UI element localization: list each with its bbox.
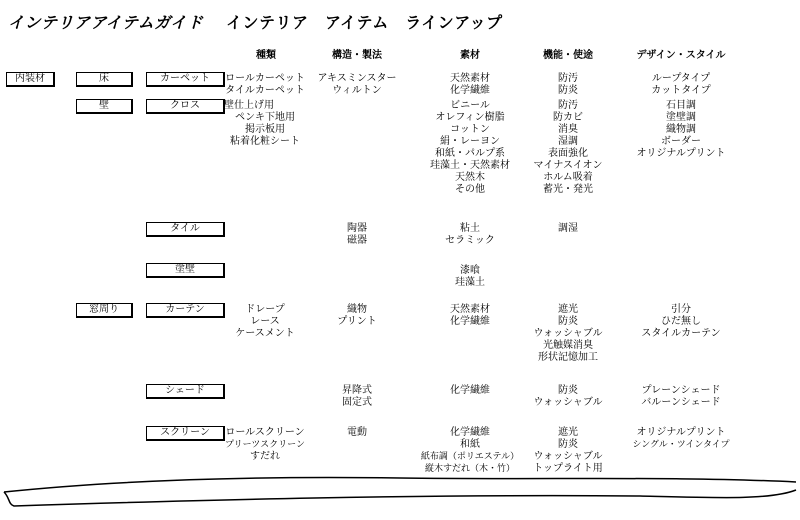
list-item: 防カビ <box>553 112 583 123</box>
list-item: 絹・レーヨン <box>440 136 500 147</box>
list-item: ウォッシャブル <box>533 397 603 408</box>
list-item: 昇降式 <box>342 385 372 396</box>
list-item: ウィルトン <box>332 85 382 96</box>
list-item: 石目調 <box>666 100 696 111</box>
item-screen: スクリーン <box>146 426 225 441</box>
curtain-function <box>525 304 611 364</box>
category-window: 窓周り <box>76 303 133 318</box>
list-item: 防炎 <box>558 316 578 327</box>
cloth-material <box>420 100 520 196</box>
list-item: オリジナルプリント <box>636 427 726 438</box>
header-structure: 構造・製法 <box>332 50 382 61</box>
list-item: 表面強化 <box>548 148 588 159</box>
screen-material <box>420 427 520 475</box>
screen-design <box>625 427 737 451</box>
list-item: 化学繊維 <box>450 85 490 96</box>
subcategory-wall: 壁 <box>76 99 133 114</box>
cloth-type <box>224 100 306 148</box>
list-item: 消臭 <box>558 124 578 135</box>
list-item: ボーダー <box>661 136 701 147</box>
screen-type <box>224 427 306 463</box>
header-type: 種類 <box>256 50 276 61</box>
list-item: プリント <box>337 316 377 327</box>
list-item: バルーンシェード <box>641 397 721 408</box>
list-item: 遮光 <box>558 427 578 438</box>
list-item: ロールスクリーン <box>225 427 305 438</box>
list-item: 調湿 <box>558 223 578 234</box>
carpet-material <box>420 73 520 97</box>
list-item: 固定式 <box>342 397 372 408</box>
list-item: 遮光 <box>558 304 578 315</box>
tile-material <box>420 223 520 247</box>
list-item: オリジナルプリント <box>636 148 726 159</box>
page-title: インテリアアイテムガイド <box>8 13 204 32</box>
carpet-design <box>625 73 737 97</box>
list-item: 形状記憶加工 <box>538 352 598 363</box>
list-item: 天然素材 <box>450 304 490 315</box>
curtain-structure <box>314 304 400 328</box>
list-item: ウォッシャブル <box>533 328 603 339</box>
list-item: 磁器 <box>347 235 367 246</box>
item-shade: シェード <box>146 384 225 399</box>
list-item: レース <box>250 316 280 327</box>
list-item: トップライト用 <box>533 463 603 474</box>
list-item: 防汚 <box>558 100 578 111</box>
list-item: 化学繊維 <box>450 385 490 396</box>
list-item: 防汚 <box>558 73 578 84</box>
list-item: 紙布調（ポリエステル） <box>420 452 520 462</box>
carpet-structure <box>314 73 400 97</box>
header-material: 素材 <box>460 50 480 61</box>
list-item: 湿調 <box>558 136 578 147</box>
list-item: 蓄光・発光 <box>543 184 593 195</box>
list-item: すだれ <box>250 451 280 462</box>
list-item: コットン <box>450 124 490 135</box>
list-item: ケースメント <box>235 328 295 339</box>
list-item: アキスミンスター <box>317 73 397 84</box>
list-item: カットタイプ <box>651 85 711 96</box>
shade-material <box>420 385 520 397</box>
screen-function <box>525 427 611 475</box>
curtain-type <box>224 304 306 340</box>
list-item: セラミック <box>445 235 495 246</box>
curtain-material <box>420 304 520 328</box>
list-item: 天然素材 <box>450 73 490 84</box>
carpet-function <box>525 73 611 97</box>
list-item: 化学繊維 <box>450 316 490 327</box>
header-design: デザイン・スタイル <box>636 50 726 61</box>
list-item: 化学繊維 <box>450 427 490 438</box>
shade-function <box>525 385 611 409</box>
item-plaster: 塗壁 <box>146 263 225 278</box>
tile-structure <box>314 223 400 247</box>
list-item: 塗壁調 <box>666 112 696 123</box>
cloth-function <box>525 100 611 196</box>
list-item: プレーンシェード <box>641 385 721 396</box>
list-item: ロールカーペット <box>225 73 305 84</box>
list-item: 掲示板用 <box>245 124 285 135</box>
list-item: 防炎 <box>558 385 578 396</box>
list-item: その他 <box>455 184 485 195</box>
list-item: 防炎 <box>558 439 578 450</box>
subcategory-floor: 床 <box>76 72 133 87</box>
list-item: ペンキ下地用 <box>235 112 295 123</box>
item-cloth: クロス <box>146 99 225 114</box>
plaster-material <box>420 265 520 289</box>
list-item: 粘着化粧シート <box>230 136 300 147</box>
list-item: ひだ無し <box>661 316 701 327</box>
list-item: 珪藻土・天然素材 <box>430 160 510 171</box>
list-item: 和紙・パルプ系 <box>435 148 505 159</box>
category-interior: 内装材 <box>6 72 55 87</box>
shade-structure <box>314 385 400 409</box>
header-function: 機能・使途 <box>543 50 593 61</box>
list-item: ループタイプ <box>651 73 711 84</box>
list-item: 陶器 <box>347 223 367 234</box>
shade-design <box>625 385 737 409</box>
list-item: 縦木すだれ（木・竹） <box>424 464 515 474</box>
curtain-design <box>625 304 737 340</box>
list-item: 光触媒消臭 <box>543 340 593 351</box>
list-item: 壁仕上げ用 <box>224 100 274 111</box>
carpet-type <box>224 73 306 97</box>
list-item: ウォッシャブル <box>533 451 603 462</box>
list-item: 漆喰 <box>460 265 480 276</box>
list-item: 珪藻土 <box>455 277 485 288</box>
list-item: ホルム吸着 <box>543 172 593 183</box>
list-item: 引分 <box>671 304 691 315</box>
tile-function <box>525 223 611 235</box>
list-item: 防炎 <box>558 85 578 96</box>
list-item: 織物調 <box>666 124 696 135</box>
item-tile: タイル <box>146 222 225 237</box>
list-item: 織物 <box>347 304 367 315</box>
list-item: ドレープ <box>245 304 285 315</box>
list-item: プリーツスクリーン <box>225 440 305 450</box>
item-carpet: カーペット <box>146 72 225 87</box>
list-item: タイルカーペット <box>225 85 305 96</box>
list-item: 和紙 <box>460 439 480 450</box>
list-item: シングル・ツインタイプ <box>632 440 730 450</box>
item-curtain: カーテン <box>146 303 225 318</box>
page-subtitle: インテリア アイテム ラインアップ <box>226 13 503 32</box>
torn-page-edge <box>0 470 800 520</box>
cloth-design <box>625 100 737 160</box>
screen-structure <box>314 427 400 439</box>
list-item: オレフィン樹脂 <box>435 112 505 123</box>
list-item: 粘土 <box>460 223 480 234</box>
list-item: スタイルカーテン <box>641 328 721 339</box>
list-item: 電動 <box>347 427 367 438</box>
list-item: ビニール <box>450 100 490 111</box>
list-item: 天然木 <box>455 172 485 183</box>
list-item: マイナスイオン <box>533 160 603 171</box>
